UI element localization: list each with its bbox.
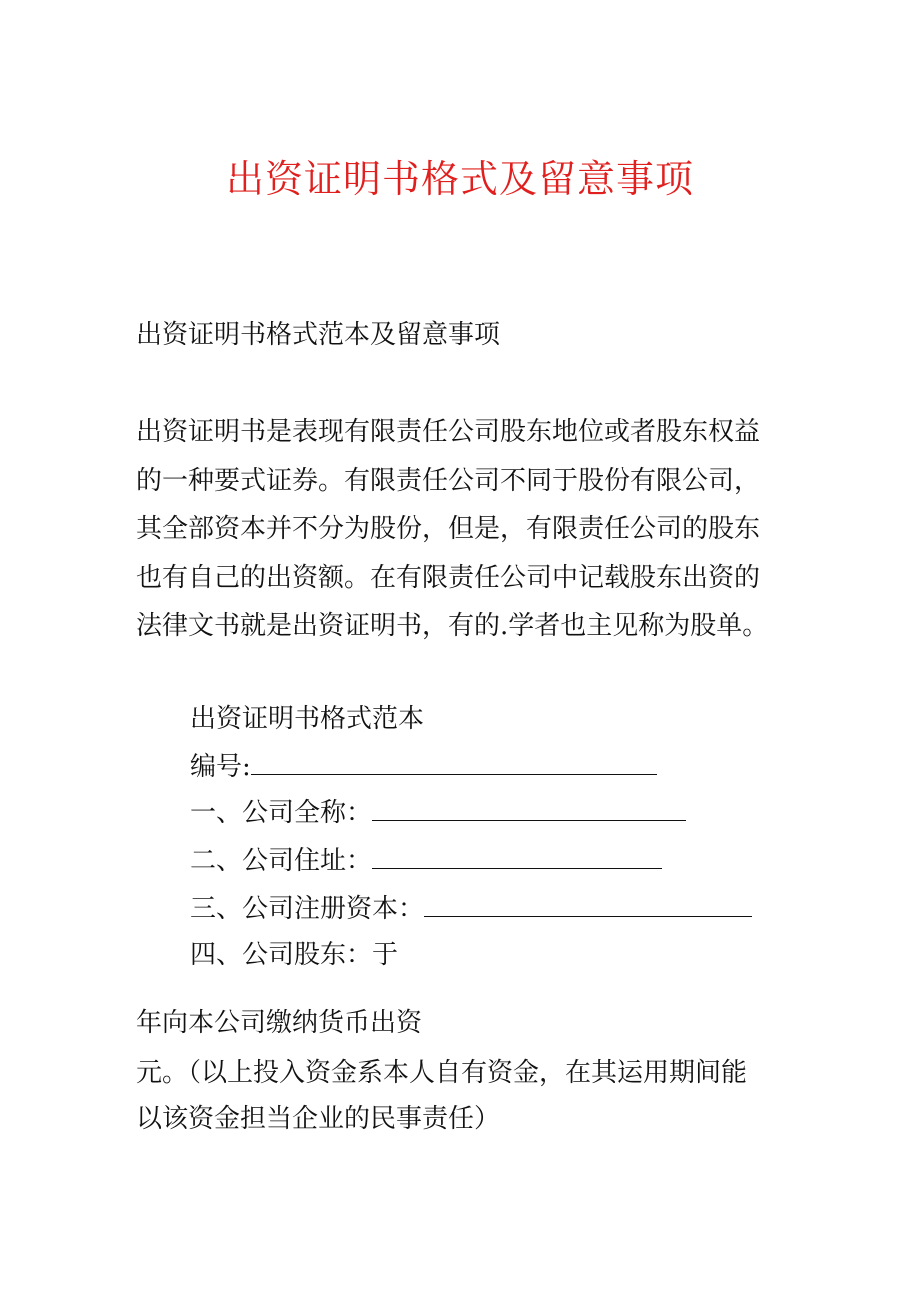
company-name-row (190, 792, 686, 829)
intro-line: 也有自己的出资额。在有限责任公司中记载股东出资的 (136, 562, 761, 593)
company-name-label: 一、公司全称： (190, 798, 373, 828)
registered-capital-blank[interactable] (424, 890, 752, 917)
subtitle: 出资证明书格式范本及留意事项 (136, 320, 501, 350)
number-row (190, 746, 657, 783)
closing-line: 以该资金担当企业的民事责任） (136, 1104, 501, 1134)
registered-capital-row (190, 888, 752, 925)
shareholder-row: 四、公司股东：于 (190, 940, 399, 970)
registered-capital-label: 三、公司注册资本： (190, 894, 425, 924)
company-address-row (190, 840, 662, 877)
document-title: 出资证明书格式及留意事项 (225, 157, 694, 201)
intro-line: 的一种要式证券。有限责任公司不同于股份有限公司， (136, 465, 761, 496)
intro-line: 其全部资本并不分为股份，但是，有限责任公司的股东 (136, 514, 761, 544)
company-address-label: 二、公司住址： (190, 846, 373, 876)
intro-paragraph (136, 408, 776, 651)
template-heading: 出资证明书格式范本 (190, 704, 425, 734)
closing-line: 元。（以上投入资金系本人自有资金，在其运用期间能 (136, 1058, 748, 1088)
intro-line: 法律文书就是出资证明书，有的.学者也主见称为股单。 (136, 611, 769, 641)
payment-line: 年向本公司缴纳货币出资 (136, 1008, 423, 1038)
company-address-blank[interactable] (372, 842, 662, 869)
company-name-blank[interactable] (372, 794, 686, 821)
number-label: 编号: (190, 752, 251, 782)
number-blank[interactable] (251, 748, 657, 775)
intro-line: 出资证明书是表现有限责任公司股东地位或者股东权益 (136, 417, 761, 447)
